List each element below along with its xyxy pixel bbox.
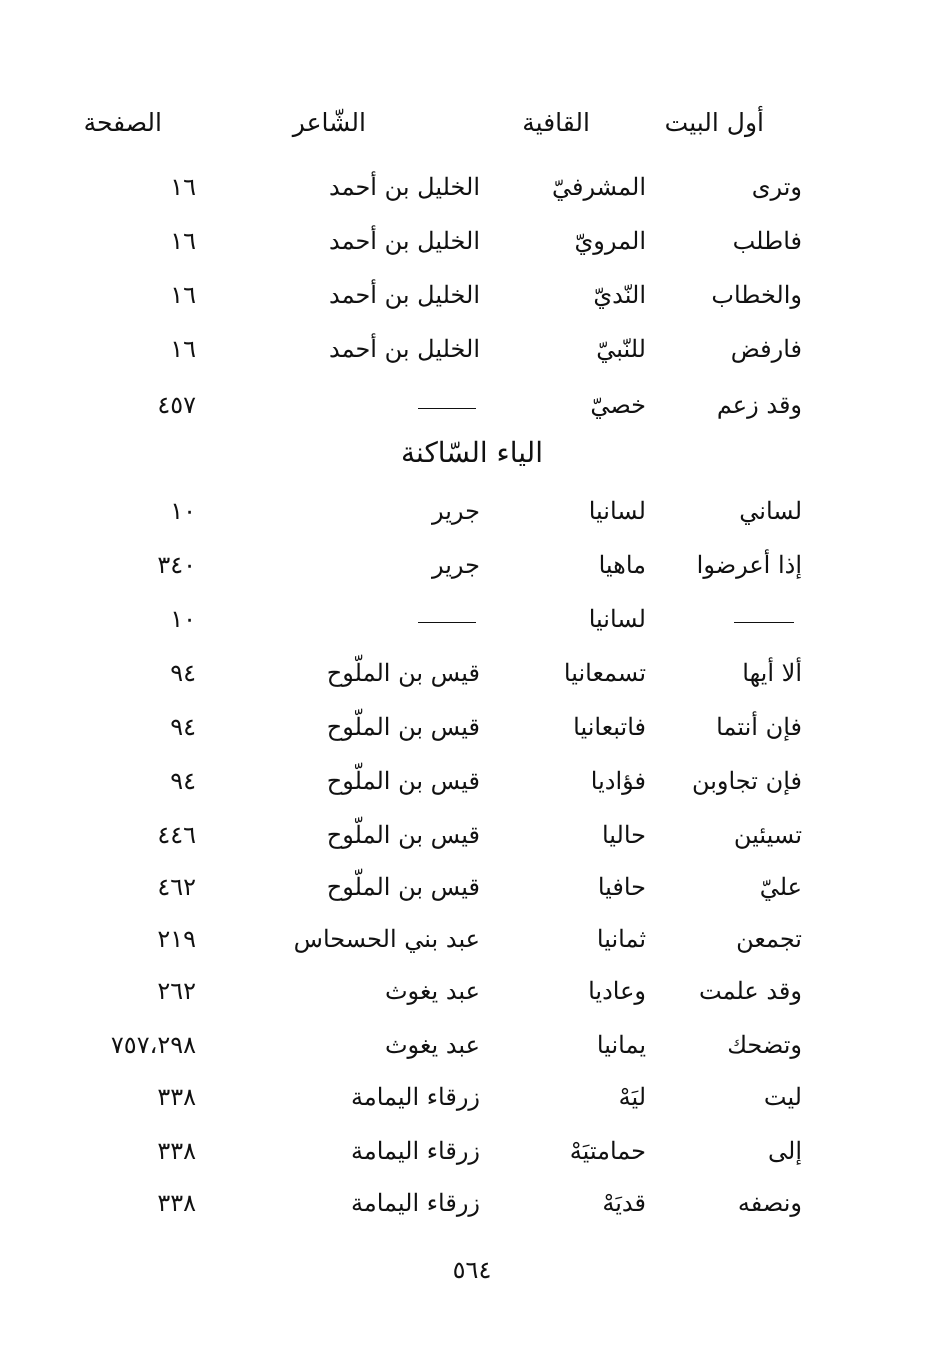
row4-first: فارفض: [730, 335, 802, 363]
row16-rhyme: يمانيا: [596, 1031, 646, 1059]
row4-rhyme: للنّبيّ: [596, 335, 646, 363]
row8-poet-dash: [418, 622, 476, 623]
row14-rhyme: ثمانيا: [596, 925, 646, 953]
row7-page: ٣٤٠: [157, 551, 196, 579]
row8-rhyme: لسانيا: [588, 605, 646, 633]
row18-poet: زرقاء اليمامة: [350, 1137, 480, 1165]
row17-poet: زرقاء اليمامة: [350, 1083, 480, 1111]
row7-rhyme: ماهيا: [598, 551, 646, 579]
row9-poet: قيس بن الملّوح: [326, 659, 480, 687]
row5-poet-dash: [418, 408, 476, 409]
row10-poet: قيس بن الملّوح: [326, 713, 480, 741]
row5-page: ٤٥٧: [157, 391, 196, 419]
row10-first: فإن أنتما: [716, 713, 802, 741]
row4-poet: الخليل بن أحمد: [328, 335, 480, 363]
row14-first: تجمعن: [736, 925, 802, 953]
row11-rhyme: فؤاديا: [590, 767, 646, 795]
row18-rhyme: حمامتيَهْ: [569, 1137, 646, 1165]
row9-page: ٩٤: [170, 659, 196, 687]
row18-page: ٣٣٨: [157, 1137, 196, 1165]
row13-poet: قيس بن الملّوح: [326, 873, 480, 901]
row1-first: وترى: [751, 173, 802, 201]
section-title: الياء السّاكنة: [401, 436, 543, 469]
row19-first: ونصفه: [737, 1189, 802, 1217]
row11-poet: قيس بن الملّوح: [326, 767, 480, 795]
header-poet: الشّاعر: [292, 108, 366, 137]
row19-rhyme: قديَهْ: [602, 1189, 646, 1217]
row5-first: وقد زعم: [716, 391, 802, 419]
row9-rhyme: تسمعانيا: [563, 659, 646, 687]
row13-rhyme: حافيا: [597, 873, 646, 901]
row15-poet: عبد يغوث: [384, 977, 480, 1005]
row14-poet: عبد بني الحسحاس: [293, 925, 480, 953]
row1-poet: الخليل بن أحمد: [328, 173, 480, 201]
row11-page: ٩٤: [170, 767, 196, 795]
row3-first: والخطاب: [711, 281, 802, 309]
row15-first: وقد علمت: [699, 977, 802, 1005]
row16-page: ٧٥٧،٢٩٨: [110, 1031, 196, 1059]
row1-rhyme: المشرفيّ: [552, 173, 646, 201]
row17-first: ليت: [763, 1083, 802, 1111]
row5-rhyme: خصيّ: [590, 391, 646, 419]
header-rhyme: القافية: [522, 108, 590, 137]
row8-first-dash: [734, 622, 794, 623]
row19-poet: زرقاء اليمامة: [350, 1189, 480, 1217]
footer-page-number: ٥٦٤: [452, 1256, 492, 1284]
row12-poet: قيس بن الملّوح: [326, 821, 480, 849]
row2-page: ١٦: [170, 227, 196, 255]
row13-page: ٤٦٢: [157, 873, 196, 901]
row2-rhyme: المرويّ: [574, 227, 646, 255]
row14-page: ٢١٩: [157, 925, 196, 953]
row3-page: ١٦: [170, 281, 196, 309]
row6-page: ١٠: [170, 497, 196, 525]
row13-first: عليّ: [759, 873, 802, 901]
row15-page: ٢٦٢: [157, 977, 196, 1005]
row10-page: ٩٤: [170, 713, 196, 741]
row16-poet: عبد يغوث: [384, 1031, 480, 1059]
row12-first: تسيئين: [733, 821, 802, 849]
row8-page: ١٠: [170, 605, 196, 633]
row18-first: إلى: [768, 1137, 802, 1165]
row12-rhyme: حاليا: [601, 821, 646, 849]
row6-first: لساني: [739, 497, 802, 525]
row15-rhyme: وعاديا: [588, 977, 646, 1005]
header-first-words: أول البيت: [664, 108, 764, 137]
row6-poet: جرير: [432, 497, 480, 525]
row6-rhyme: لسانيا: [588, 497, 646, 525]
row4-page: ١٦: [170, 335, 196, 363]
row1-page: ١٦: [170, 173, 196, 201]
row2-poet: الخليل بن أحمد: [328, 227, 480, 255]
row3-rhyme: النّديّ: [593, 281, 646, 309]
row17-page: ٣٣٨: [157, 1083, 196, 1111]
row19-page: ٣٣٨: [157, 1189, 196, 1217]
row11-first: فإن تجاوبن: [691, 767, 802, 795]
row10-rhyme: فاتبعانيا: [573, 713, 646, 741]
row17-rhyme: ليَهْ: [618, 1083, 646, 1111]
row9-first: ألا أيها: [742, 659, 802, 687]
header-page: الصفحة: [83, 108, 162, 137]
row12-page: ٤٤٦: [157, 821, 196, 849]
row7-poet: جرير: [432, 551, 480, 579]
row3-poet: الخليل بن أحمد: [328, 281, 480, 309]
row16-first: وتضحك: [727, 1031, 802, 1059]
row7-first: إذا أعرضوا: [696, 551, 802, 579]
row2-first: فاطلب: [732, 227, 802, 255]
